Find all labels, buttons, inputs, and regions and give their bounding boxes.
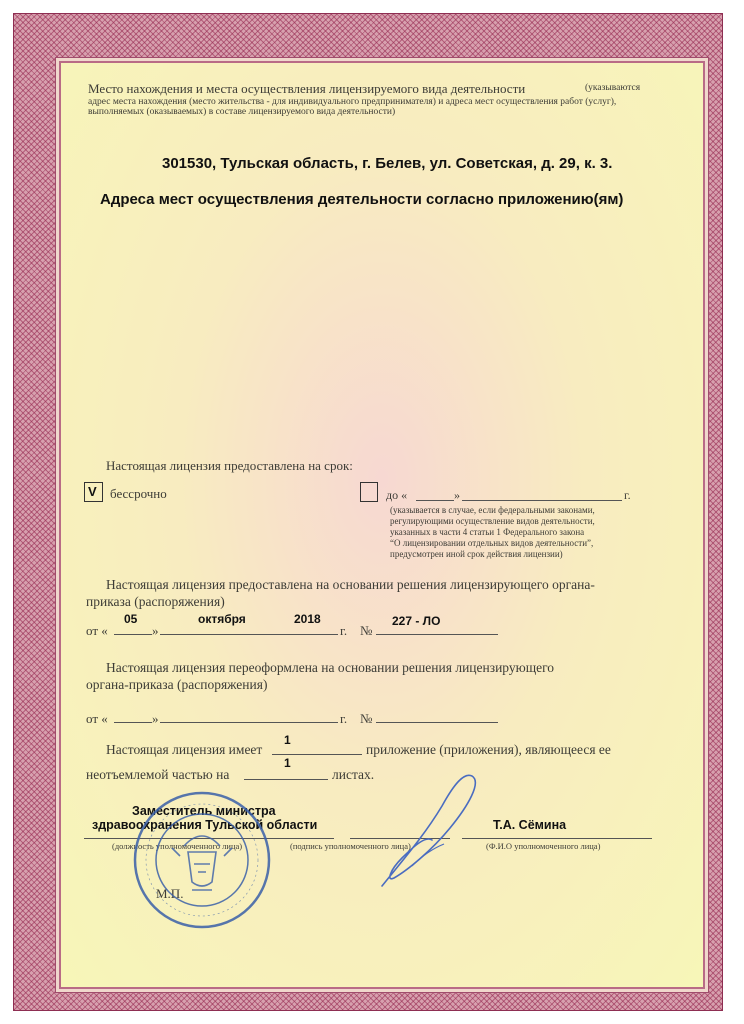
caption-position: (должность уполномоченного лица) (112, 841, 243, 851)
basis-month: октября (198, 612, 246, 626)
header-note: выполняемых (оказываемых) в составе лицензируемого вида деятельности) (88, 107, 396, 117)
term-note: (указывается в случае, если федеральными законами, (390, 505, 595, 515)
caption-sign: (подпись уполномоченного лица) (290, 841, 411, 851)
basis-text: приказа (распоряжения) (86, 594, 225, 609)
header-title: Место нахождения и места осуществления лицензируемого вида деятельности (88, 81, 526, 96)
appendix-sheets-line (244, 779, 328, 780)
reissue-text: Настоящая лицензия переоформлена на основании решения лицензирующего (106, 660, 555, 675)
header-note: (указываются (585, 83, 641, 93)
check-mark: V (88, 484, 97, 499)
basis-year-suffix: г. (340, 623, 348, 638)
basis-day: 05 (124, 612, 138, 626)
basis-number: 227 - ЛО (392, 614, 441, 628)
appendix-text: неотъемлемой частью на (86, 767, 230, 782)
activity-places: Адреса мест осуществления деятельности согласно приложению(ям) (100, 191, 624, 208)
header-note: адрес места нахождения (место жительства - для индивидуального предпринимателя) и адреса мест осуществления работ (услуг), (88, 97, 617, 107)
signer-name: Т.А. Сёмина (493, 818, 567, 832)
basis-from-mid: » (152, 623, 159, 638)
appendix-text: листах. (332, 767, 375, 782)
signer-position: здравоохранения Тульской области (92, 818, 318, 832)
basis-year: 2018 (294, 612, 321, 626)
until-day-line (416, 500, 454, 501)
until-mid: » (454, 488, 460, 502)
basis-number-line (376, 634, 498, 635)
reissue-text: органа-приказа (распоряжения) (86, 677, 268, 692)
basis-month-line (160, 634, 338, 635)
basis-from-prefix: от « (86, 623, 108, 638)
term-note: “О лицензировании отдельных видов деятельности”, (390, 538, 594, 548)
until-checkbox (360, 482, 378, 502)
term-note: предусмотрен иной срок действия лицензии) (390, 549, 563, 559)
appendix-text: приложение (приложения), являющееся ее (366, 742, 611, 757)
appendix-text: Настоящая лицензия имеет (106, 742, 263, 757)
basis-day-line (114, 634, 152, 635)
reissue-from-prefix: от « (86, 711, 108, 726)
basis-text: Настоящая лицензия предоставлена на основании решения лицензирующего органа- (106, 577, 595, 592)
mp-label: М.П. (156, 886, 184, 901)
term-title: Настоящая лицензия предоставлена на срок: (106, 458, 353, 473)
unlimited-checkbox (84, 482, 103, 502)
until-suffix: г. (624, 488, 631, 502)
handwritten-signature-icon (372, 766, 487, 891)
name-line (462, 838, 652, 839)
reissue-num-sign: № (360, 711, 373, 726)
term-note: указанных в части 4 статьи 1 Федерального закона (390, 527, 585, 537)
until-prefix: до « (386, 488, 408, 502)
until-month-line (462, 500, 622, 501)
reissue-day-line (114, 722, 152, 723)
signer-position: Заместитель министра (132, 804, 276, 818)
term-note: регулирующими осуществление видов деятельности, (390, 516, 595, 526)
unlimited-label: бессрочно (110, 486, 167, 501)
reissue-year-suffix: г. (340, 711, 348, 726)
address: 301530, Тульская область, г. Белев, ул. Советская, д. 29, к. 3. (162, 155, 613, 172)
appendix-sheets: 1 (284, 756, 291, 770)
official-seal-icon (132, 790, 272, 930)
reissue-number-line (376, 722, 498, 723)
basis-num-sign: № (360, 623, 373, 638)
reissue-month-line (160, 722, 338, 723)
reissue-from-mid: » (152, 711, 159, 726)
appendix-count: 1 (284, 733, 291, 747)
appendix-count-line (272, 754, 362, 755)
caption-name: (Ф.И.О уполномоченного лица) (486, 841, 601, 851)
